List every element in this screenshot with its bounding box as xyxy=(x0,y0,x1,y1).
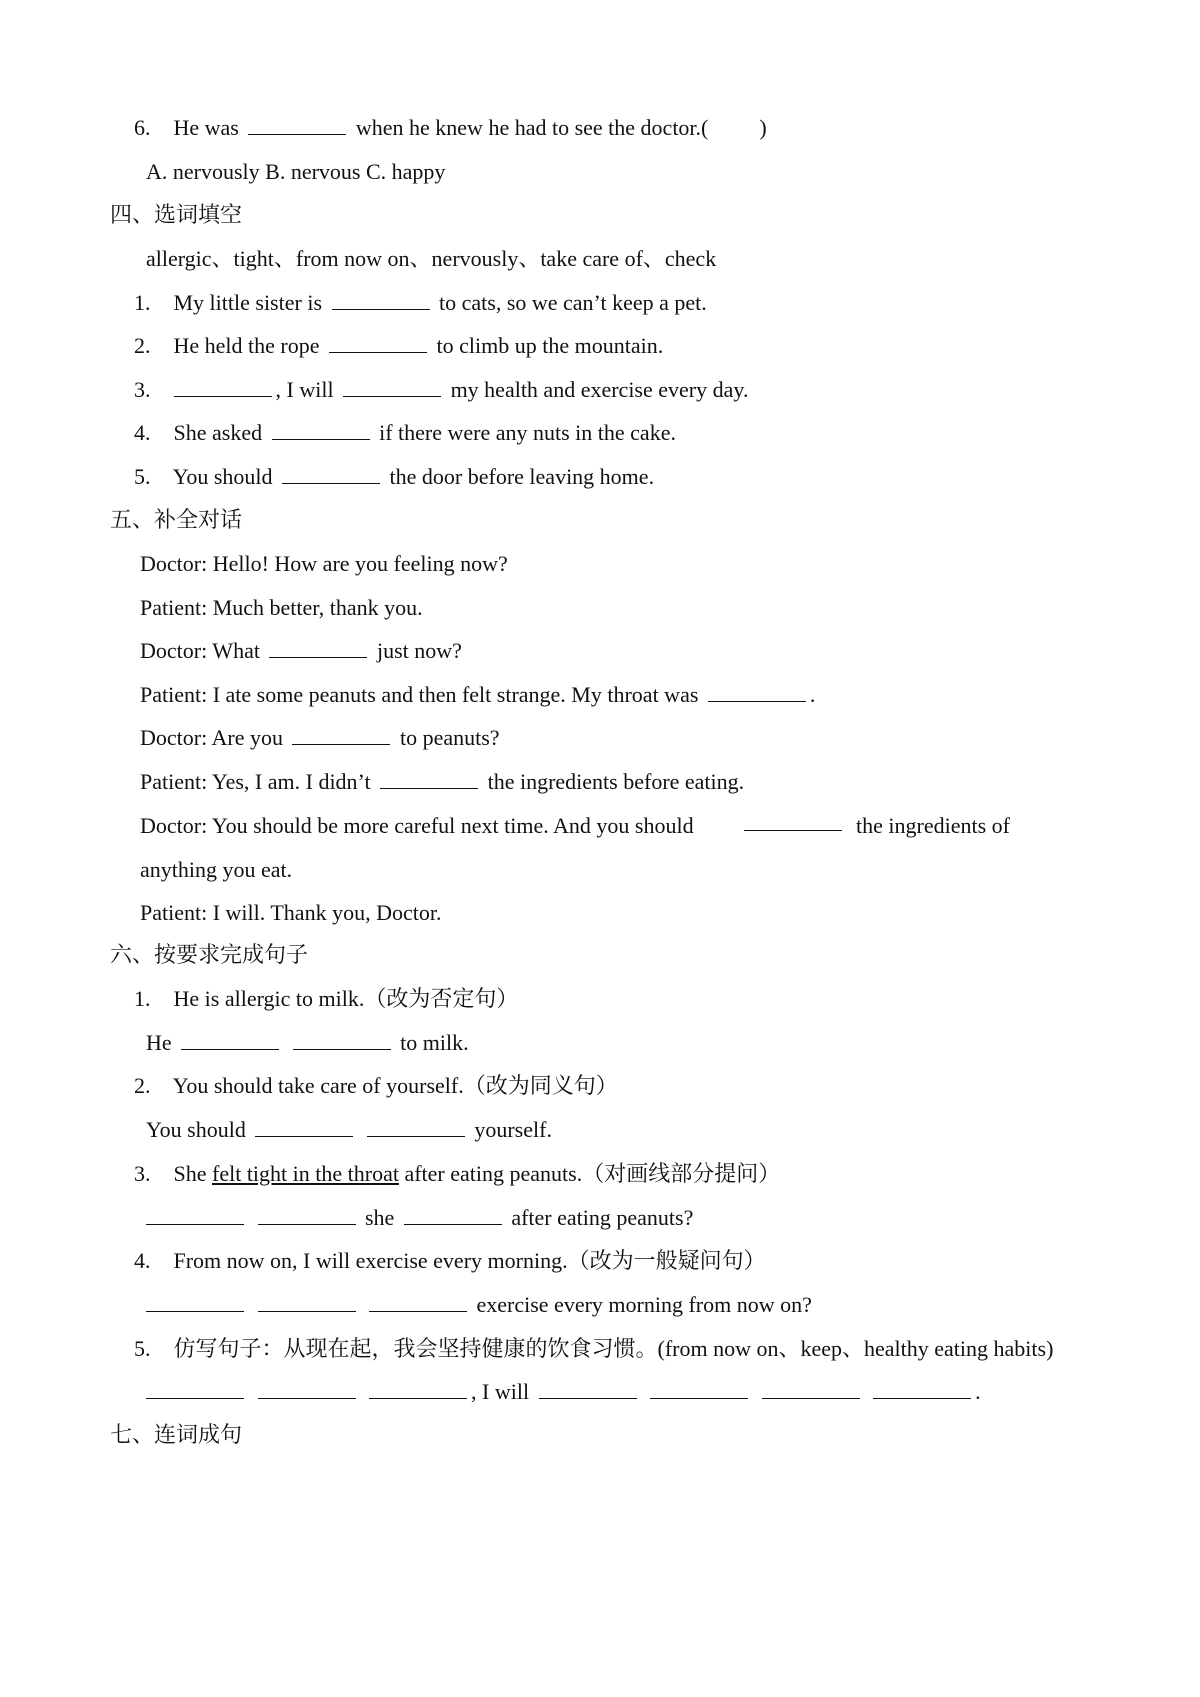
answer-blank[interactable] xyxy=(539,1380,637,1399)
answer-blank[interactable] xyxy=(873,1380,971,1399)
answer-blank[interactable] xyxy=(248,116,346,135)
fill-item-3: 3. , I will my health and exercise every day. xyxy=(134,377,749,402)
section-6-title: 六、按要求完成句子 xyxy=(110,942,309,967)
question-number: 6. xyxy=(134,115,151,140)
answer-blank[interactable] xyxy=(343,378,441,397)
question-6-options: A. nervously B. nervous C. happy xyxy=(146,159,446,184)
answer-blank[interactable] xyxy=(272,421,370,440)
answer-blank[interactable] xyxy=(762,1380,860,1399)
answer-blank[interactable] xyxy=(650,1380,748,1399)
word-bank: allergic、tight、from now on、nervously、take care of、check xyxy=(146,246,717,271)
answer-blank[interactable] xyxy=(258,1206,356,1225)
answer-blank[interactable] xyxy=(146,1380,244,1399)
rewrite-answer-3: she after eating peanuts? xyxy=(146,1204,693,1232)
answer-blank[interactable] xyxy=(329,334,427,353)
answer-blank[interactable] xyxy=(744,812,842,831)
dialogue-line: Doctor: What just now? xyxy=(140,638,462,663)
answer-blank[interactable] xyxy=(292,726,390,745)
section-5-title: 五、补全对话 xyxy=(110,507,243,532)
answer-blank[interactable] xyxy=(369,1380,467,1399)
dialogue-line: Doctor: Hello! How are you feeling now? xyxy=(140,551,508,576)
dialogue-line: Patient: I will. Thank you, Doctor. xyxy=(140,900,442,925)
answer-blank[interactable] xyxy=(332,291,430,310)
answer-blank[interactable] xyxy=(708,683,806,702)
answer-blank[interactable] xyxy=(293,1031,391,1050)
rewrite-answer-2: You should yourself. xyxy=(146,1117,552,1142)
answer-blank[interactable] xyxy=(174,378,272,397)
rewrite-item-2: 2. You should take care of yourself.（改为同义句） xyxy=(134,1073,618,1098)
rewrite-item-1: 1. He is allergic to milk.（改为否定句） xyxy=(134,986,519,1011)
answer-blank[interactable] xyxy=(255,1118,353,1137)
answer-blank[interactable] xyxy=(181,1031,279,1050)
question-6: 6. He was when he knew he had to see the doctor.( ) xyxy=(134,115,767,140)
dialogue-line: Doctor: Are you to peanuts? xyxy=(140,725,500,750)
answer-blank[interactable] xyxy=(282,465,380,484)
rewrite-answer-1: He to milk. xyxy=(146,1030,469,1055)
answer-blank[interactable] xyxy=(146,1206,244,1225)
fill-item-5: 5. You should the door before leaving home. xyxy=(134,464,655,489)
fill-item-2: 2. He held the rope to climb up the mountain. xyxy=(134,333,664,358)
fill-item-4: 4. She asked if there were any nuts in the cake. xyxy=(134,420,676,445)
dialogue-line: Patient: Much better, thank you. xyxy=(140,595,423,620)
fill-item-1: 1. My little sister is to cats, so we can’t keep a pet. xyxy=(134,290,707,315)
rewrite-item-5: 5. 仿写句子：从现在起，我会坚持健康的饮食习惯。(from now on、keep、healthy eating habits) xyxy=(134,1336,1054,1361)
section-7-title: 七、连词成句 xyxy=(110,1422,243,1447)
rewrite-item-3: 3. She felt tight in the throat after eating peanuts.（对画线部分提问） xyxy=(134,1161,781,1186)
answer-blank[interactable] xyxy=(146,1293,244,1312)
dialogue-line: Doctor: You should be more careful next time. And you should the ingredients of xyxy=(140,813,1010,838)
answer-blank[interactable] xyxy=(367,1118,465,1137)
section-4-title: 四、选词填空 xyxy=(110,202,243,227)
rewrite-answer-5: , I will . xyxy=(146,1378,981,1406)
dialogue-line: Patient: I ate some peanuts and then felt strange. My throat was . xyxy=(140,682,816,707)
rewrite-item-4: 4. From now on, I will exercise every morning.（改为一般疑问句） xyxy=(134,1248,766,1273)
rewrite-answer-4: exercise every morning from now on? xyxy=(146,1291,812,1319)
answer-blank[interactable] xyxy=(404,1206,502,1225)
answer-blank[interactable] xyxy=(380,770,478,789)
underlined-phrase: felt tight in the throat xyxy=(212,1161,399,1186)
dialogue-line: Patient: Yes, I am. I didn’t the ingredients before eating. xyxy=(140,769,745,794)
answer-blank[interactable] xyxy=(369,1293,467,1312)
dialogue-line-continuation: anything you eat. xyxy=(140,857,293,882)
answer-blank[interactable] xyxy=(269,639,367,658)
answer-blank[interactable] xyxy=(258,1293,356,1312)
answer-blank[interactable] xyxy=(258,1380,356,1399)
